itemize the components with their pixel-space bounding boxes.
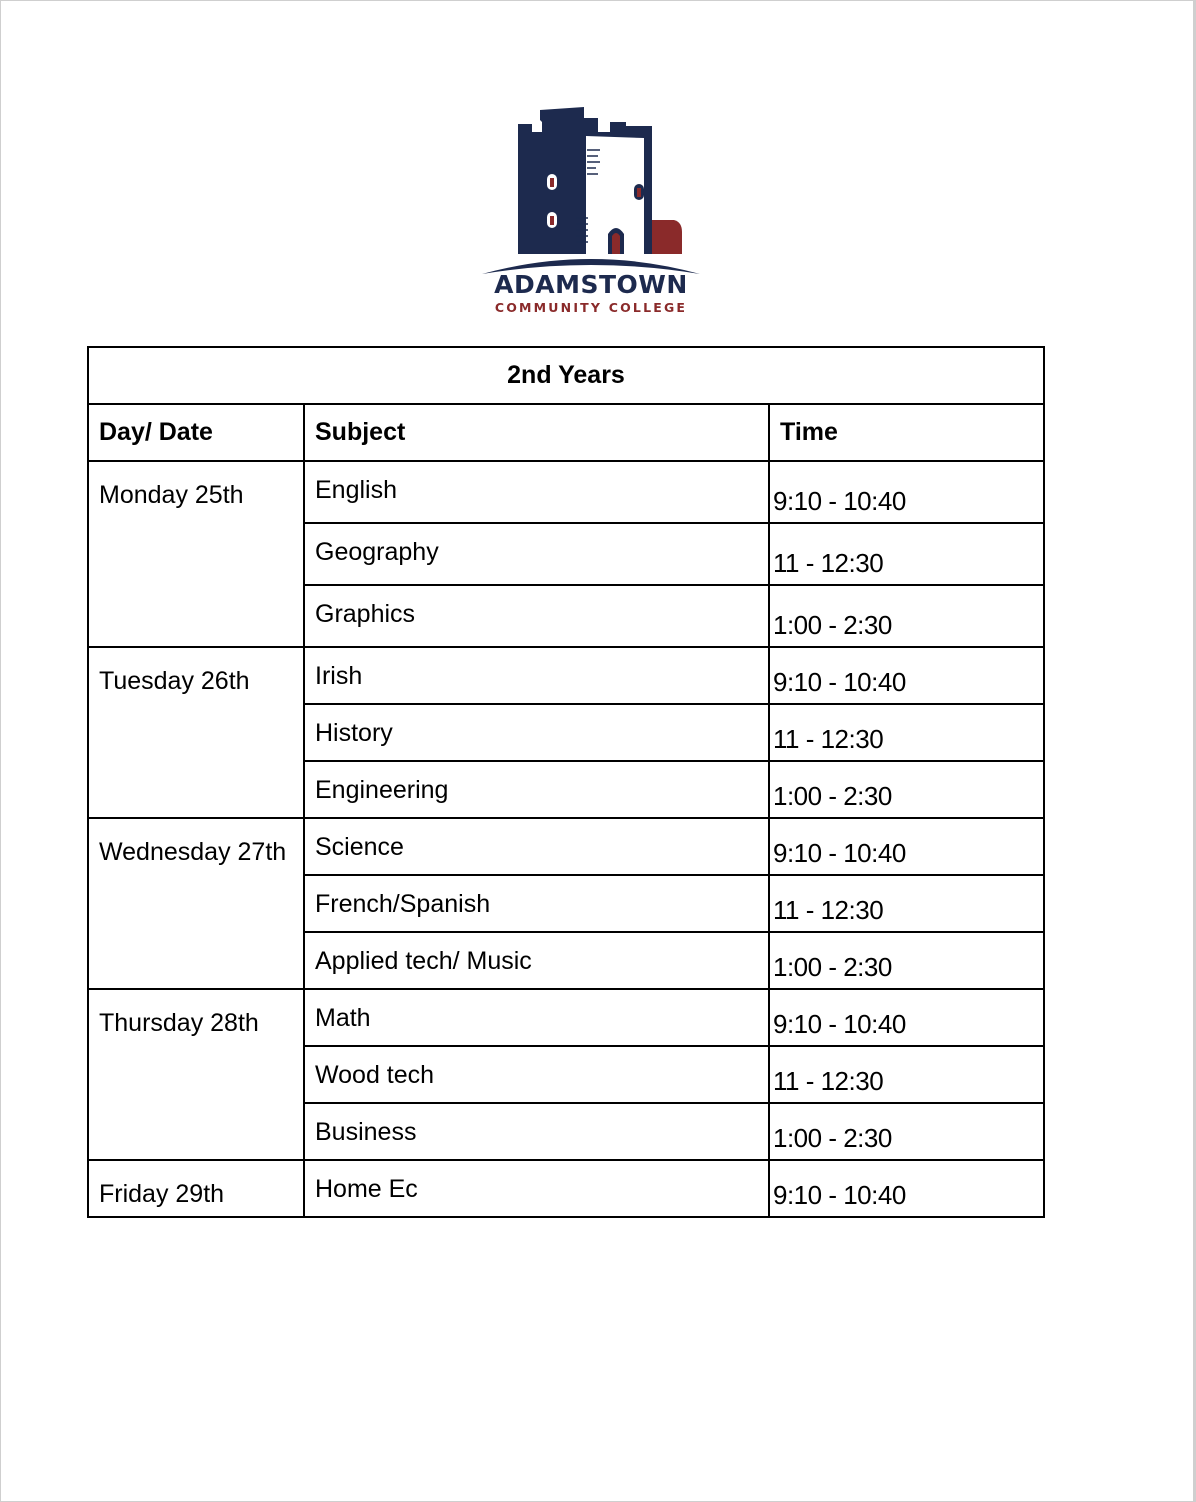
time-cell: 9:10 - 10:40: [769, 647, 1044, 704]
subject-cell: Math: [304, 989, 769, 1046]
subject-cell: French/Spanish: [304, 875, 769, 932]
subject-cell: English: [304, 461, 769, 523]
subject-cell: Business: [304, 1103, 769, 1160]
header-day: Day/ Date: [88, 404, 304, 461]
header-subject: Subject: [304, 404, 769, 461]
time-cell: 9:10 - 10:40: [769, 989, 1044, 1046]
exam-timetable: [87, 346, 1045, 1218]
subject-cell: Applied tech/ Music: [304, 932, 769, 989]
table-row: [88, 647, 1044, 704]
time-cell: 11 - 12:30: [769, 1046, 1044, 1103]
time-cell: 1:00 - 2:30: [769, 932, 1044, 989]
header-time: Time: [769, 404, 1044, 461]
subject-cell: Engineering: [304, 761, 769, 818]
day-cell: Wednesday 27th: [88, 818, 304, 989]
table-row: [88, 461, 1044, 523]
table-row: [88, 1160, 1044, 1217]
subject-cell: History: [304, 704, 769, 761]
table-row: [88, 818, 1044, 875]
subject-cell: Home Ec: [304, 1160, 769, 1217]
time-cell: 11 - 12:30: [769, 523, 1044, 585]
logo-name: ADAMSTOWN: [494, 270, 688, 299]
time-cell: 9:10 - 10:40: [769, 818, 1044, 875]
time-cell: 1:00 - 2:30: [769, 585, 1044, 647]
subject-cell: Graphics: [304, 585, 769, 647]
logo-subtitle: COMMUNITY COLLEGE: [494, 300, 688, 315]
castle-icon: [480, 104, 702, 274]
subject-cell: Wood tech: [304, 1046, 769, 1103]
day-cell: Thursday 28th: [88, 989, 304, 1160]
day-cell: Friday 29th: [88, 1160, 304, 1217]
subject-cell: Geography: [304, 523, 769, 585]
school-logo: [480, 104, 702, 318]
subject-cell: Irish: [304, 647, 769, 704]
time-cell: 9:10 - 10:40: [769, 1160, 1044, 1217]
time-cell: 9:10 - 10:40: [769, 461, 1044, 523]
subject-cell: Science: [304, 818, 769, 875]
day-cell: Tuesday 26th: [88, 647, 304, 818]
time-cell: 1:00 - 2:30: [769, 1103, 1044, 1160]
table-row: [88, 989, 1044, 1046]
day-cell: Monday 25th: [88, 461, 304, 647]
time-cell: 11 - 12:30: [769, 875, 1044, 932]
time-cell: 1:00 - 2:30: [769, 761, 1044, 818]
table-title: 2nd Years: [88, 347, 1044, 404]
time-cell: 11 - 12:30: [769, 704, 1044, 761]
